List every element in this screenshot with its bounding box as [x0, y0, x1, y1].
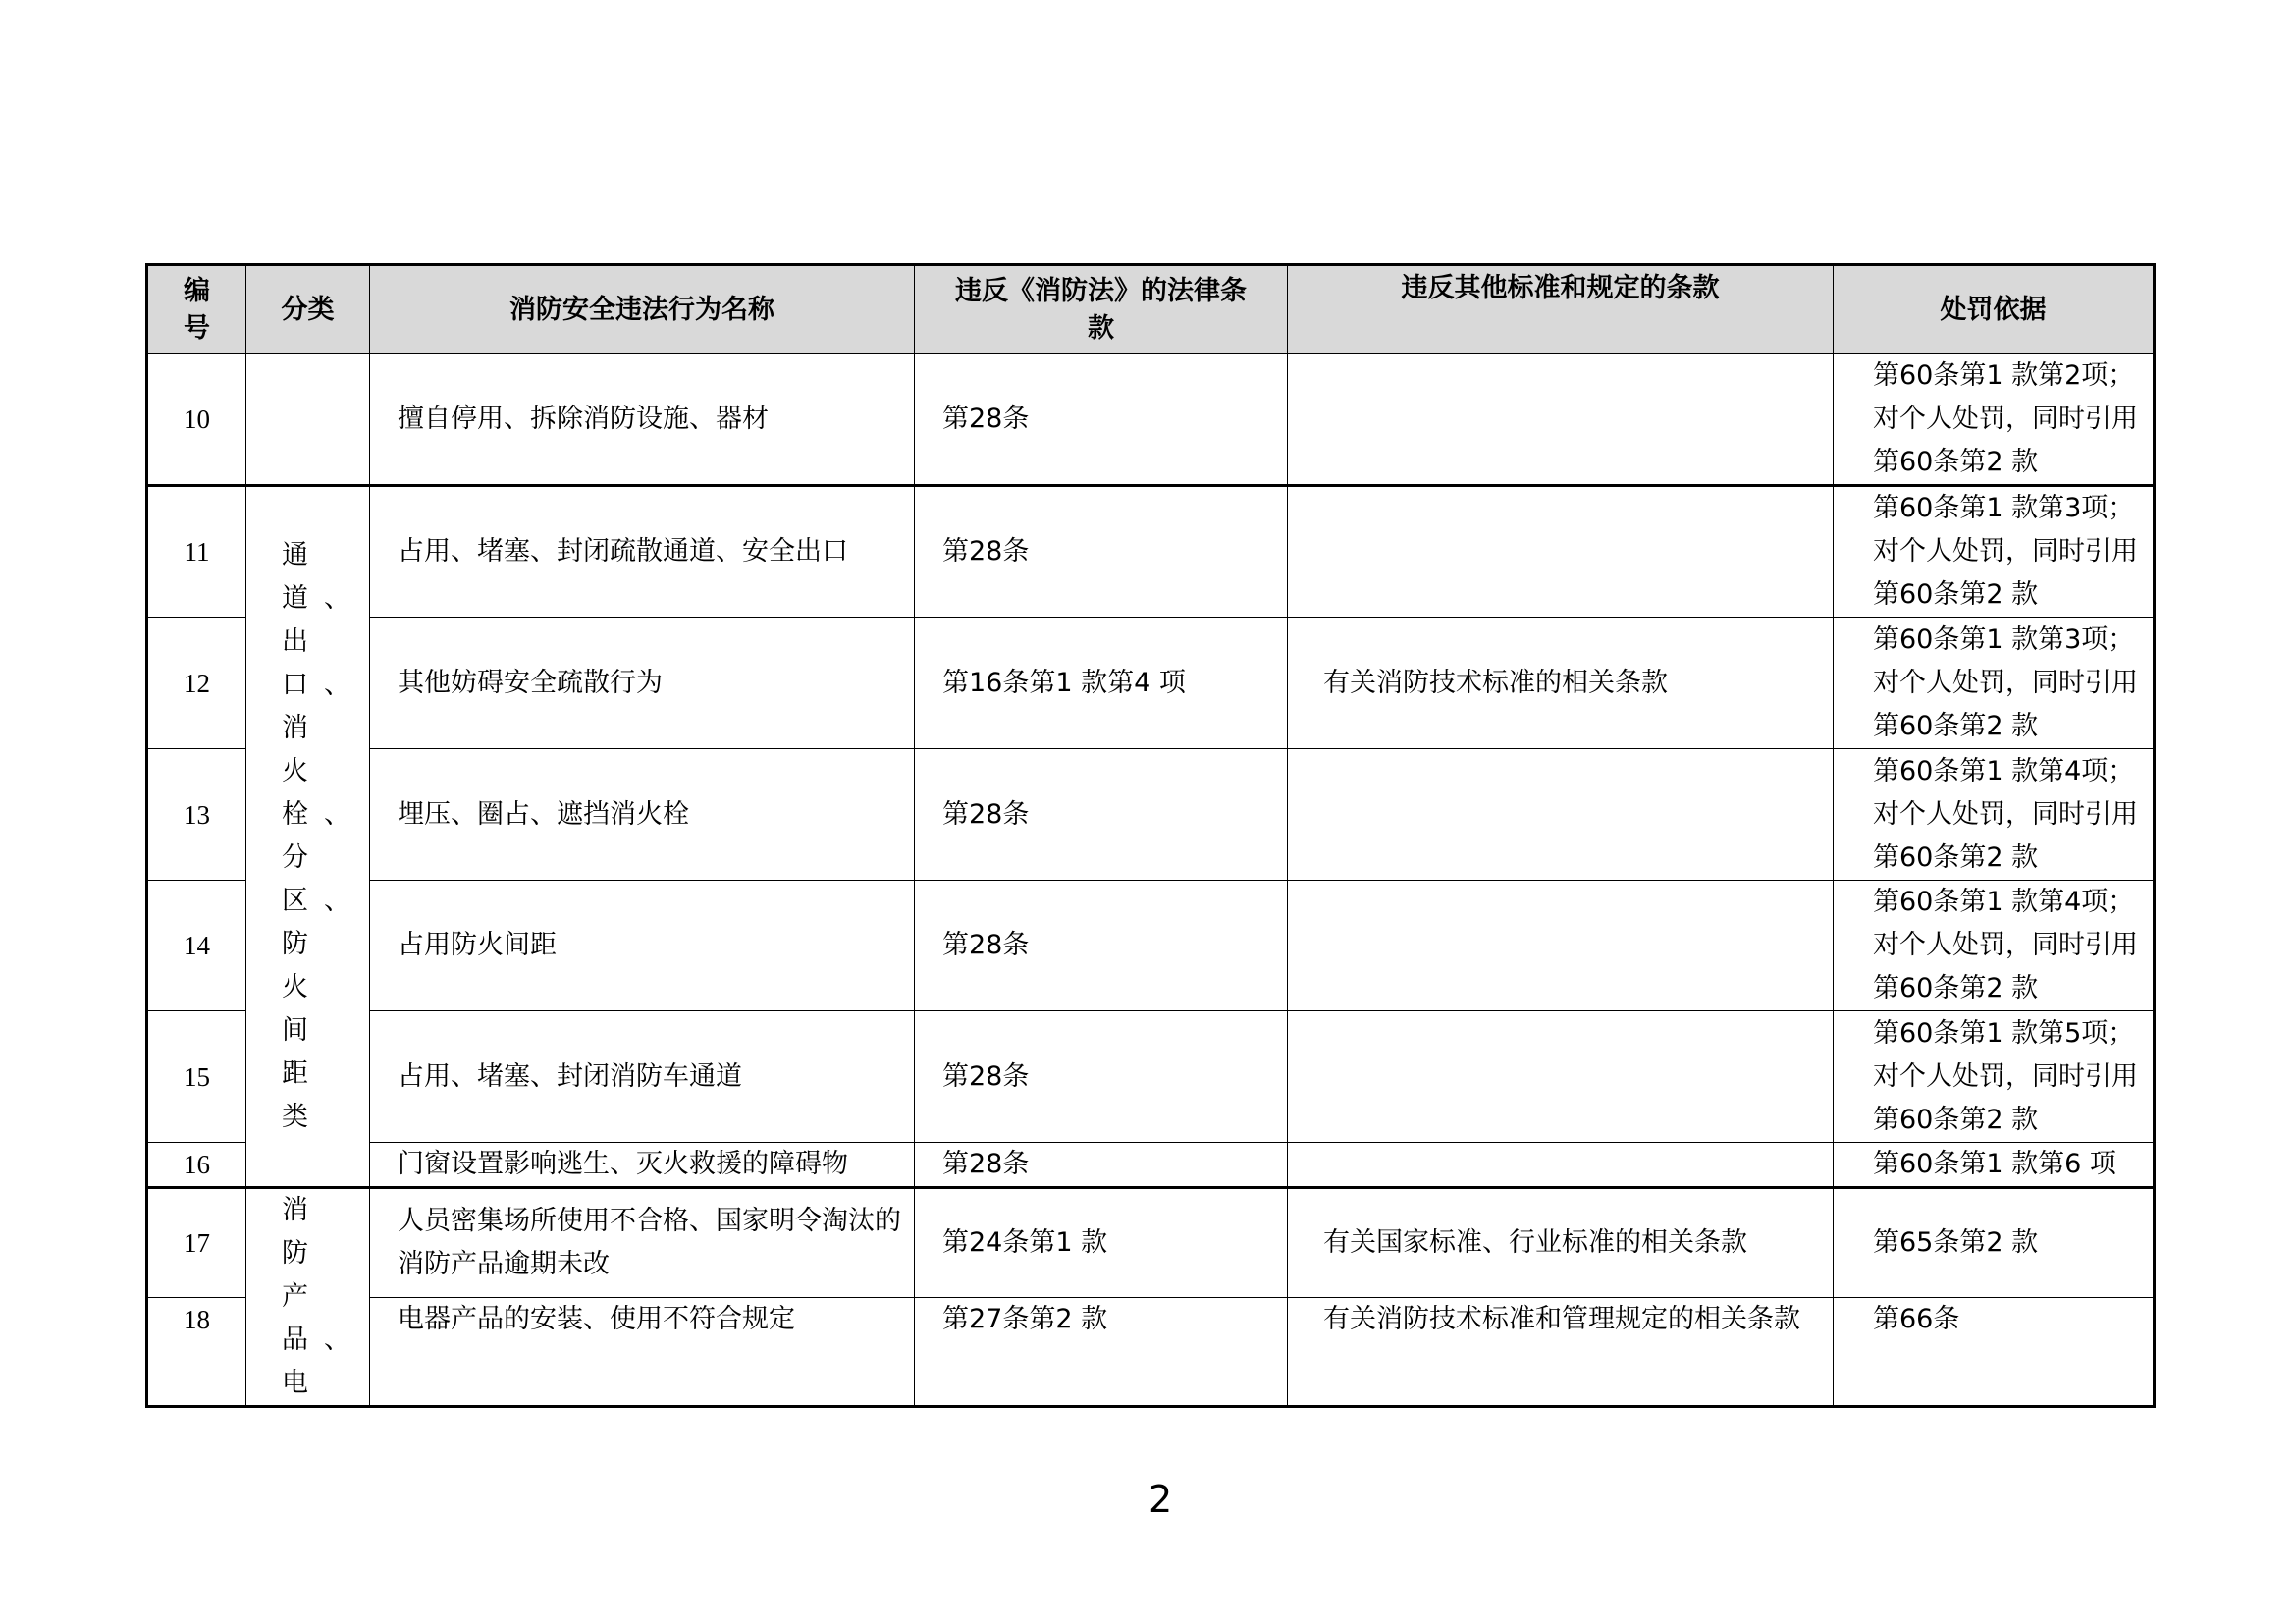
row-law: 第27条第2 款	[915, 1298, 1288, 1407]
row-name: 其他妨碍安全疏散行为	[370, 618, 915, 749]
row-law: 第16条第1 款第4 项	[915, 618, 1288, 749]
row-penalty: 第60条第1 款第3项；对个人处罚，同时引用第60条第2 款	[1834, 618, 2155, 749]
row-category: 消防产品、电	[246, 1188, 370, 1407]
header-category: 分类	[246, 265, 370, 354]
row-penalty: 第60条第1 款第5项；对个人处罚，同时引用第60条第2 款	[1834, 1011, 2155, 1143]
row-law: 第28条	[915, 881, 1288, 1011]
row-other: 有关消防技术标准和管理规定的相关条款	[1288, 1298, 1834, 1407]
row-other	[1288, 881, 1834, 1011]
table-row	[147, 881, 2155, 1011]
row-other	[1288, 354, 1834, 486]
row-no: 13	[147, 749, 246, 881]
row-no: 18	[147, 1298, 246, 1407]
table-row	[147, 618, 2155, 749]
row-penalty: 第66条	[1834, 1298, 2155, 1407]
row-no: 10	[147, 354, 246, 486]
row-no: 11	[147, 486, 246, 618]
header-law: 违反《消防法》的法律条款	[915, 265, 1288, 354]
row-category	[246, 354, 370, 486]
table-row	[147, 1143, 2155, 1188]
header-row	[147, 265, 2155, 354]
row-no: 15	[147, 1011, 246, 1143]
row-law: 第28条	[915, 1143, 1288, 1188]
row-penalty: 第60条第1 款第4项；对个人处罚，同时引用第60条第2 款	[1834, 881, 2155, 1011]
row-law: 第24条第1 款	[915, 1188, 1288, 1298]
row-penalty: 第60条第1 款第2项；对个人处罚，同时引用第60条第2 款	[1834, 354, 2155, 486]
table-row	[147, 1188, 2155, 1298]
table-row	[147, 749, 2155, 881]
row-name: 人员密集场所使用不合格、国家明令淘汰的消防产品逾期未改	[370, 1188, 915, 1298]
row-name: 占用、堵塞、封闭疏散通道、安全出口	[370, 486, 915, 618]
header-penalty: 处罚依据	[1834, 265, 2155, 354]
row-penalty: 第65条第2 款	[1834, 1188, 2155, 1298]
row-no: 14	[147, 881, 246, 1011]
header-other: 违反其他标准和规定的条款	[1288, 265, 1834, 354]
row-name: 擅自停用、拆除消防设施、器材	[370, 354, 915, 486]
row-law: 第28条	[915, 486, 1288, 618]
row-no: 17	[147, 1188, 246, 1298]
page-number: 2	[1148, 1478, 1173, 1521]
row-penalty: 第60条第1 款第3项；对个人处罚，同时引用第60条第2 款	[1834, 486, 2155, 618]
row-other	[1288, 486, 1834, 618]
violation-table	[145, 263, 2156, 1408]
table-row	[147, 354, 2155, 486]
row-law: 第28条	[915, 749, 1288, 881]
row-other: 有关消防技术标准的相关条款	[1288, 618, 1834, 749]
table-row	[147, 1298, 2155, 1407]
row-other	[1288, 1011, 1834, 1143]
row-no: 16	[147, 1143, 246, 1188]
header-no: 编号	[147, 265, 246, 354]
row-law: 第28条	[915, 1011, 1288, 1143]
table-row	[147, 1011, 2155, 1143]
row-name: 埋压、圈占、遮挡消火栓	[370, 749, 915, 881]
row-name: 门窗设置影响逃生、灭火救援的障碍物	[370, 1143, 915, 1188]
row-name: 占用防火间距	[370, 881, 915, 1011]
row-penalty: 第60条第1 款第4项；对个人处罚，同时引用第60条第2 款	[1834, 749, 2155, 881]
row-other: 有关国家标准、行业标准的相关条款	[1288, 1188, 1834, 1298]
row-category: 通道、出口、消火栓、分区、防火间距类	[246, 486, 370, 1188]
row-other	[1288, 749, 1834, 881]
header-name: 消防安全违法行为名称	[370, 265, 915, 354]
row-other	[1288, 1143, 1834, 1188]
row-name: 电器产品的安装、使用不符合规定	[370, 1298, 915, 1407]
table-row	[147, 486, 2155, 618]
row-law: 第28条	[915, 354, 1288, 486]
row-name: 占用、堵塞、封闭消防车通道	[370, 1011, 915, 1143]
row-penalty: 第60条第1 款第6 项	[1834, 1143, 2155, 1188]
row-no: 12	[147, 618, 246, 749]
